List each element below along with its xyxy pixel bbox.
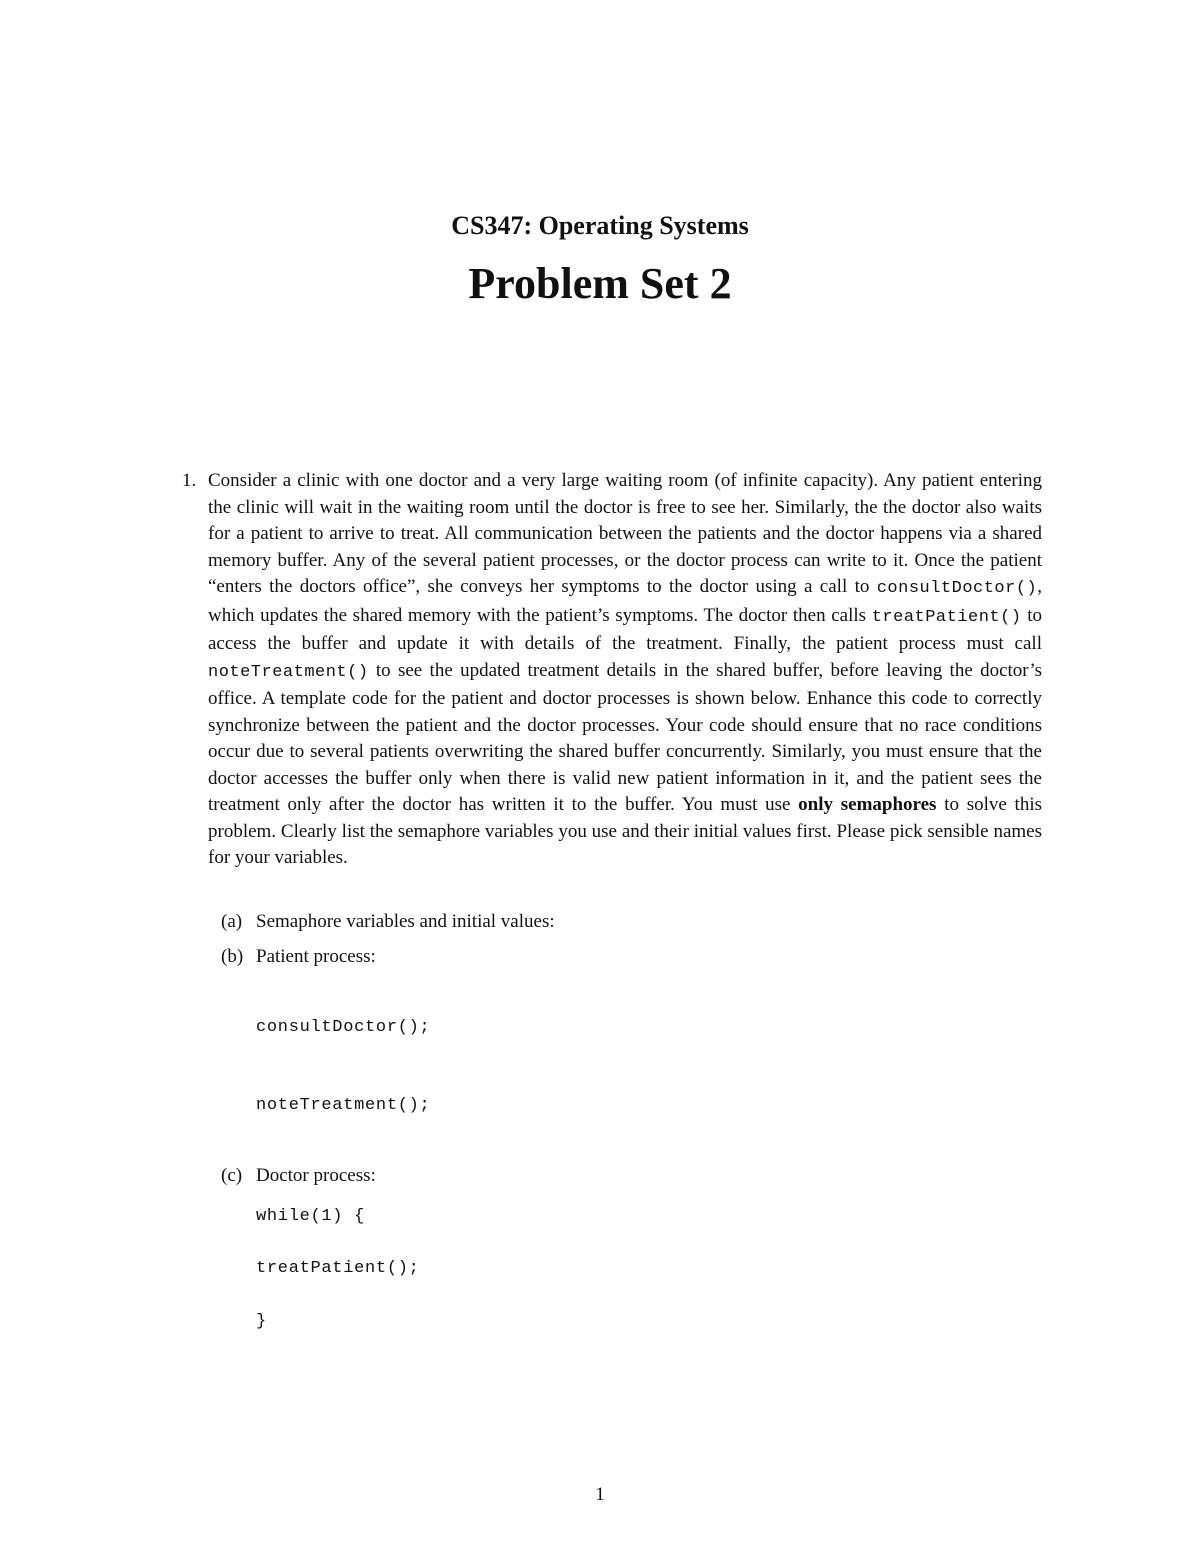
statement-text: to access the buffer and update it with details of the treatment. Finally, the patient process must call (208, 604, 1042, 654)
inline-code: treatPatient() (871, 607, 1022, 627)
inline-code: noteTreatment() (208, 662, 369, 682)
statement-text: to see the updated treatment details in the shared buffer, before leaving the doctor’s office. A template code for the patient and doctor processes is shown below. Enhance this code to correctly synchronize between the patient and the doctor processes. Your code should ensure that no race conditions occur due to several patients overwriting the shared buffer concurrently. Similarly, you must ensure that the doctor accesses the buffer only when there is valid new patient information in it, and the patient sees the treatment only after the doctor has written it to the buffer. You must use (208, 659, 1042, 815)
part-b-label: Patient process: (256, 946, 376, 967)
statement-text: to solve this problem. Clearly list the semaphore variables you use and their initial values first. Please pick sensible names for your variables. (208, 794, 1042, 868)
course-title: CS347: Operating Systems (451, 211, 749, 240)
problem-statement (208, 468, 1042, 872)
doctor-code-line: while(1) { (256, 1207, 366, 1226)
document-title: Problem Set 2 (468, 259, 732, 308)
statement-text: , which updates the shared memory with the patient’s symptoms. The doctor then calls (208, 576, 1042, 626)
doctor-code-line: } (256, 1312, 267, 1331)
part-c-marker: (c) (221, 1165, 243, 1186)
patient-code-line: noteTreatment(); (256, 1096, 431, 1115)
part-c-label: Doctor process: (256, 1165, 376, 1186)
part-b-marker: (b) (221, 946, 244, 967)
inline-code: consultDoctor() (876, 579, 1038, 598)
problem-number: 1. (182, 470, 197, 491)
statement-text: Consider a clinic with one doctor and a very large waiting room (of infinite capacity). Any patient entering the clinic will wait in the waiting room until the doctor is free to see her. Similarly, the the doctor also waits for a patient to arrive to treat. All communication between the patients and the doctor happens via a shared memory buffer. Any of the several patient processes, or the doctor process can write to it. Once the patient “enters the doctors office”, she conveys her symptoms to the doctor using a call to (208, 470, 1042, 597)
patient-code-line: consultDoctor(); (256, 1018, 431, 1037)
page-number: 1 (595, 1484, 605, 1505)
doctor-code-line: treatPatient(); (256, 1259, 420, 1278)
emphasis-text: only semaphores (798, 794, 937, 815)
part-a-label: Semaphore variables and initial values: (256, 911, 555, 932)
part-a-marker: (a) (221, 911, 243, 932)
